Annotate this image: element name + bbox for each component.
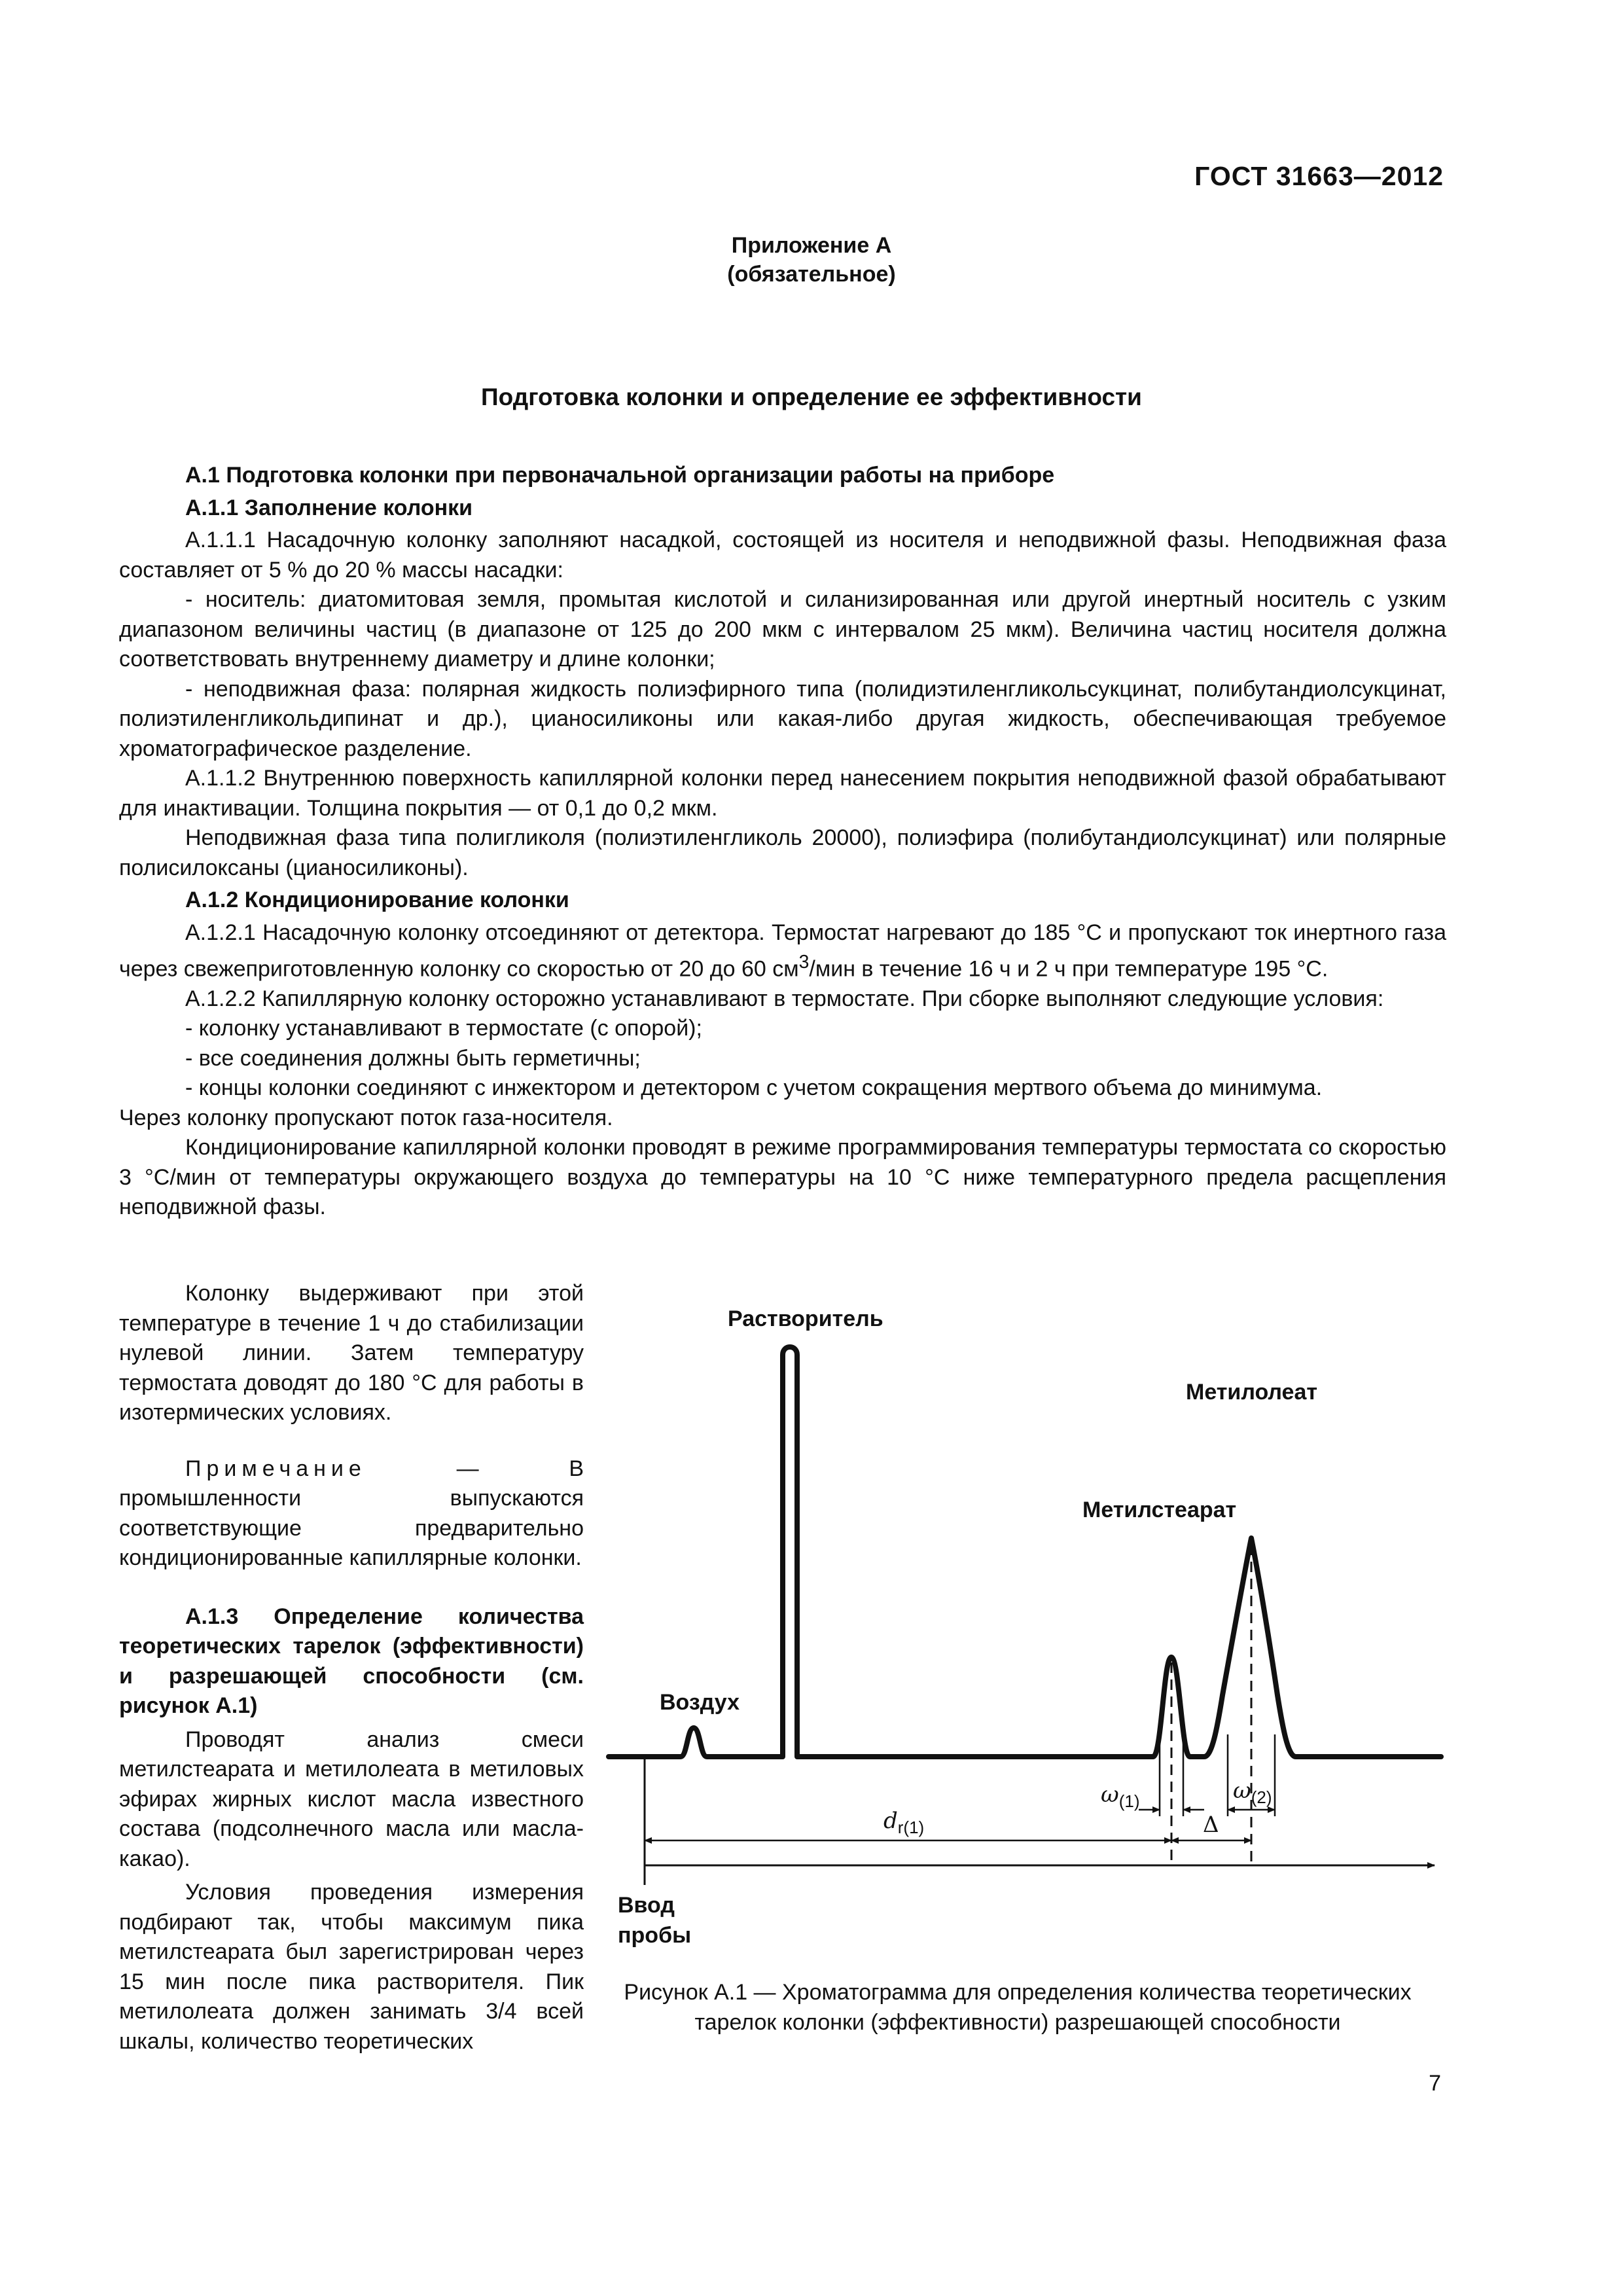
- paragraph: Неподвижная фаза типа полигликоля (полиэтиленгликоль 20000), полиэфира (полибутандиолсукцинат) или полярные полисилоксаны (цианосиликоны).: [119, 825, 1446, 880]
- label-injection-line1: Ввод: [618, 1893, 675, 1918]
- symbol-omega1: [1101, 1782, 1140, 1812]
- body-text: [119, 458, 1446, 1223]
- note-text: — В промышленности выпускаются соответствующие предварительно кондиционированные капиллярные колонки.: [119, 1456, 584, 1570]
- list-item: - колонку устанавливают в термостате (с опорой);: [185, 1016, 702, 1041]
- annex-title: Приложение А: [731, 233, 892, 258]
- list-item: - все соединения должны быть герметичны;: [185, 1045, 641, 1071]
- paragraph: Кондиционирование капиллярной колонки проводят в режиме программирования температуры термостата со скоростью 3 °С/мин от температуры окружающего воздуха до температуры на 10 °С ниже температурного предела расщепления неподвижной фазы.: [119, 1135, 1446, 1220]
- paragraph: А.1.1.2 Внутреннюю поверхность капиллярной колонки перед нанесением покрытия неподвижной фазой обрабатывают для инактивации. Толщина покрытия — от 0,1 до 0,2 мкм.: [119, 766, 1446, 821]
- page-title: Подготовка колонки и определение ее эффективности: [481, 384, 1142, 410]
- note-label: Примечание: [185, 1456, 366, 1481]
- paragraph: Проводят анализ смеси метилстеарата и метилолеата в метиловых эфирах жирных кислот масла известного состава (подсолнечного масла или масла-какао).: [119, 1727, 584, 1871]
- standard-number: ГОСТ 31663—2012: [1194, 161, 1444, 191]
- paragraph: [119, 918, 1446, 984]
- subscript-r1: r(1): [897, 1817, 925, 1837]
- label-injection-line2: пробы: [618, 1923, 692, 1948]
- symbol-omega2: [1233, 1778, 1272, 1808]
- paragraph: Колонку выдерживают при этой температуре в течение 1 ч до стабилизации нулевой линии. Затем температуру термостата доводят до 180 °С для работы в изотермических условиях.: [119, 1281, 584, 1425]
- label-stearate: Метилстеарат: [1082, 1498, 1237, 1522]
- label-oleate: Метилолеат: [1186, 1380, 1318, 1405]
- heading-a11: А.1.1 Заполнение колонки: [185, 495, 473, 520]
- chromatogram-drawing: [589, 1276, 1453, 1977]
- paragraph: А.1.1.1 Насадочную колонку заполняют насадкой, состоящей из носителя и неподвижной фазы. Неподвижная фаза составляет от 5 % до 20 % массы насадки:: [119, 528, 1446, 583]
- paragraph: - неподвижная фаза: полярная жидкость полиэфирного типа (полидиэтиленгликольсукцинат, полибутандиолсукцинат, полиэтиленгликольдипинат и др.), цианосиликоны или какая-либо другая жидкость, обеспечивающая требуемое хроматографическое разделение.: [119, 676, 1446, 761]
- symbol-omega: ω: [1101, 1782, 1119, 1808]
- paragraph: А.1.2.2 Капиллярную колонку осторожно устанавливают в термостате. При сборке выполняют следующие условия:: [185, 986, 1384, 1011]
- paragraph: Условия проведения измерения подбирают так, чтобы максимум пика метилстеарата был зарегистрирован через 15 мин после пика растворителя. Пик метилолеата должен занимать 3/4 всей шкалы, количество теоретических: [119, 1880, 584, 2054]
- paragraph: - носитель: диатомитовая земля, промытая кислотой и силанизированная или другой инертный носитель с узким диапазоном величины частиц (в диапазоне от 125 до 200 мкм с интервалом 25 мкм). Величина частиц носителя должна соответствовать внутреннему диаметру и длине колонки;: [119, 587, 1446, 672]
- list-item: - концы колонки соединяют с инжектором и детектором с учетом сокращения мертвого объема до минимума.: [185, 1075, 1323, 1101]
- heading-a13: А.1.3 Определение количества теоретических тарелок (эффективности) и разрешающей способности (см. рисунок А.1): [119, 1604, 584, 1718]
- left-column-text: [119, 1279, 584, 2056]
- chromatogram-figure: [589, 1276, 1453, 1977]
- superscript: 3: [798, 952, 810, 973]
- subscript-2: (2): [1251, 1787, 1272, 1807]
- paragraph: Через колонку пропускают поток газа-носителя.: [119, 1105, 613, 1130]
- note: [119, 1454, 584, 1573]
- symbol-delta: Δ: [1203, 1812, 1219, 1838]
- symbol-omega: ω: [1233, 1778, 1251, 1804]
- page-number: 7: [1429, 2071, 1441, 2096]
- figure-caption: Рисунок А.1 — Хроматограмма для определения количества теоретических тарелок колонки (эффективности) разрешающей способности: [624, 1980, 1412, 2035]
- symbol-retention-distance: [883, 1808, 924, 1838]
- label-air: Воздух: [660, 1690, 740, 1715]
- subscript-1: (1): [1118, 1791, 1140, 1811]
- symbol-d: d: [883, 1808, 898, 1834]
- annex-kind: (обязательное): [727, 262, 896, 287]
- paragraph-part: /мин в течение 16 ч и 2 ч при температуре 195 °С.: [809, 956, 1329, 982]
- heading-a12: А.1.2 Кондиционирование колонки: [185, 888, 569, 912]
- paragraph-part: А.1.2.1 Насадочную колонку отсоединяют от детектора. Термостат нагревают до 185 °С и пропускают ток инертного газа через свежеприготовленную колонку со скоростью от 20 до 60 см: [119, 920, 1446, 982]
- heading-a1: А.1 Подготовка колонки при первоначальной организации работы на приборе: [185, 463, 1055, 488]
- label-solvent: Растворитель: [728, 1306, 883, 1331]
